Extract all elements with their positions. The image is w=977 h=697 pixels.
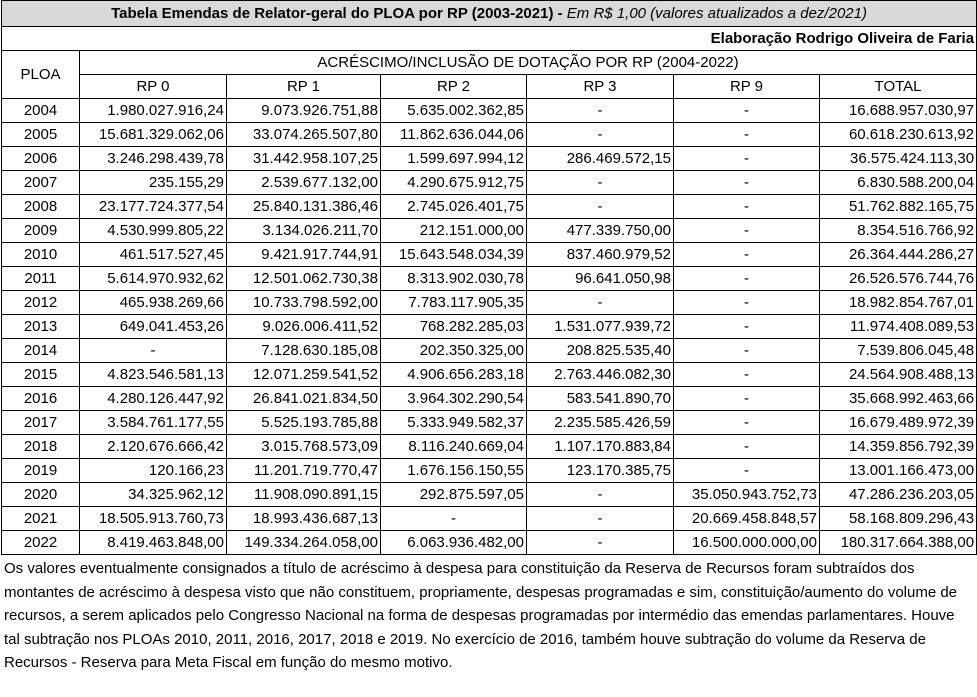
cell-rp9: 20.669.458.848,57: [674, 507, 820, 531]
cell-rp2: 5.635.002.362,85: [381, 99, 527, 123]
cell-year: 2005: [2, 123, 80, 147]
cell-rp0: 465.938.269,66: [80, 291, 227, 315]
cell-rp9: -: [674, 195, 820, 219]
cell-rp0: 34.325.962,12: [80, 483, 227, 507]
cell-rp0: 8.419.463.848,00: [80, 531, 227, 555]
cell-rp3: -: [527, 195, 674, 219]
cell-rp1: 12.501.062.730,38: [227, 267, 381, 291]
cell-rp0: 1.980.027.916,24: [80, 99, 227, 123]
cell-total: 36.575.424.113,30: [820, 147, 977, 171]
cell-rp9: -: [674, 435, 820, 459]
cell-rp9: 35.050.943.752,73: [674, 483, 820, 507]
cell-rp0: 4.280.126.447,92: [80, 387, 227, 411]
cell-rp3: -: [527, 99, 674, 123]
table-row: [2, 123, 977, 147]
cell-total: 14.359.856.792,39: [820, 435, 977, 459]
table-row: [2, 219, 977, 243]
cell-rp1: 33.074.265.507,80: [227, 123, 381, 147]
cell-rp9: -: [674, 291, 820, 315]
cell-rp3: 477.339.750,00: [527, 219, 674, 243]
cell-total: 16.688.957.030,97: [820, 99, 977, 123]
table-row: [2, 195, 977, 219]
cell-total: 47.286.236.203,05: [820, 483, 977, 507]
cell-rp1: 12.071.259.541,52: [227, 363, 381, 387]
cell-rp0: 4.823.546.581,13: [80, 363, 227, 387]
cell-rp3: 286.469.572,15: [527, 147, 674, 171]
footnote: Os valores eventualmente consignados a título de acréscimo à despesa para constituição da Reserva de Recursos foram subtraídos dos montantes de acréscimo à despesa visto que não constituem, propriamente, despesas programadas e sim, constituição/aumento do volume de recursos, a serem aplicados pelo Congresso Nacional na forma de despesas programadas por intermédio das emendas parlamentares. Houve tal subtração nos PLOAs 2010, 2011, 2016, 2017, 2018 e 2019. No exercício de 2016, também houve subtração do volume da Reserva de Recursos - Reserva para Meta Fiscal em função do mesmo motivo.: [4, 560, 958, 671]
cell-rp0: -: [80, 339, 227, 363]
cell-rp3: 2.235.585.426,59: [527, 411, 674, 435]
cell-total: 16.679.489.972,39: [820, 411, 977, 435]
cell-rp2: -: [381, 507, 527, 531]
cell-year: 2014: [2, 339, 80, 363]
cell-rp0: 3.246.298.439,78: [80, 147, 227, 171]
cell-rp1: 10.733.798.592,00: [227, 291, 381, 315]
cell-rp1: 3.015.768.573,09: [227, 435, 381, 459]
cell-rp9: 16.500.000.000,00: [674, 531, 820, 555]
cell-rp9: -: [674, 387, 820, 411]
cell-total: 13.001.166.473,00: [820, 459, 977, 483]
table-row: [2, 315, 977, 339]
cell-rp1: 11.908.090.891,15: [227, 483, 381, 507]
table-row: [2, 147, 977, 171]
cell-rp0: 18.505.913.760,73: [80, 507, 227, 531]
cell-year: 2011: [2, 267, 80, 291]
ploa-header: PLOA: [2, 51, 80, 99]
cell-rp0: 2.120.676.666,42: [80, 435, 227, 459]
column-header-rp2: RP 2: [381, 75, 527, 99]
cell-rp3: 208.825.535,40: [527, 339, 674, 363]
table-row: [2, 531, 977, 555]
cell-rp2: 8.313.902.030,78: [381, 267, 527, 291]
cell-rp3: -: [527, 483, 674, 507]
table-title: [2, 1, 977, 27]
cell-rp0: 3.584.761.177,55: [80, 411, 227, 435]
cell-rp1: 2.539.677.132,00: [227, 171, 381, 195]
cell-rp9: -: [674, 339, 820, 363]
cell-rp9: -: [674, 171, 820, 195]
cell-rp0: 649.041.453,26: [80, 315, 227, 339]
cell-year: 2009: [2, 219, 80, 243]
cell-rp2: 8.116.240.669,04: [381, 435, 527, 459]
cell-rp3: 123.170.385,75: [527, 459, 674, 483]
table-row: [2, 459, 977, 483]
cell-rp0: 15.681.329.062,06: [80, 123, 227, 147]
cell-rp0: 5.614.970.932,62: [80, 267, 227, 291]
cell-rp1: 18.993.436.687,13: [227, 507, 381, 531]
cell-rp1: 9.421.917.744,91: [227, 243, 381, 267]
cell-rp3: 1.107.170.883,84: [527, 435, 674, 459]
cell-rp2: 4.906.656.283,18: [381, 363, 527, 387]
cell-rp9: -: [674, 219, 820, 243]
author-row: [2, 27, 977, 51]
cell-rp1: 9.073.926.751,88: [227, 99, 381, 123]
table-row: [2, 291, 977, 315]
cell-rp3: -: [527, 291, 674, 315]
cell-rp9: -: [674, 147, 820, 171]
cell-rp3: 96.641.050,98: [527, 267, 674, 291]
column-header-rp0: RP 0: [80, 75, 227, 99]
cell-rp1: 11.201.719.770,47: [227, 459, 381, 483]
table-row: [2, 267, 977, 291]
cell-rp1: 31.442.958.107,25: [227, 147, 381, 171]
cell-rp2: 4.290.675.912,75: [381, 171, 527, 195]
table-row: [2, 507, 977, 531]
cell-total: 24.564.908.488,13: [820, 363, 977, 387]
cell-rp1: 3.134.026.211,70: [227, 219, 381, 243]
group-header: ACRÉSCIMO/INCLUSÃO DE DOTAÇÃO POR RP (2004-2022): [80, 51, 977, 75]
cell-rp3: -: [527, 123, 674, 147]
cell-rp0: 461.517.527,45: [80, 243, 227, 267]
cell-total: 26.364.444.286,27: [820, 243, 977, 267]
cell-rp2: 292.875.597,05: [381, 483, 527, 507]
cell-total: 11.974.408.089,53: [820, 315, 977, 339]
cell-total: 7.539.806.045,48: [820, 339, 977, 363]
cell-rp2: 2.745.026.401,75: [381, 195, 527, 219]
cell-rp0: 120.166,23: [80, 459, 227, 483]
table-row: [2, 99, 977, 123]
cell-year: 2007: [2, 171, 80, 195]
cell-rp2: 11.862.636.044,06: [381, 123, 527, 147]
cell-rp0: 235.155,29: [80, 171, 227, 195]
cell-rp9: -: [674, 363, 820, 387]
cell-rp9: -: [674, 99, 820, 123]
cell-rp1: 25.840.131.386,46: [227, 195, 381, 219]
cell-rp3: -: [527, 507, 674, 531]
cell-rp9: -: [674, 123, 820, 147]
cell-rp2: 768.282.285,03: [381, 315, 527, 339]
cell-year: 2013: [2, 315, 80, 339]
cell-rp2: 1.599.697.994,12: [381, 147, 527, 171]
cell-rp2: 7.783.117.905,35: [381, 291, 527, 315]
table-row: [2, 171, 977, 195]
cell-year: 2015: [2, 363, 80, 387]
table-row: [2, 243, 977, 267]
cell-total: 180.317.664.388,00: [820, 531, 977, 555]
emendas-table: [1, 0, 977, 555]
author-credit: Elaboração Rodrigo Oliveira de Faria: [2, 27, 977, 51]
cell-rp2: 202.350.325,00: [381, 339, 527, 363]
cell-rp0: 4.530.999.805,22: [80, 219, 227, 243]
title-bold: Tabela Emendas de Relator-geral do PLOA por RP (2003-2021) -: [111, 5, 563, 22]
column-header-total: TOTAL: [820, 75, 977, 99]
cell-rp2: 1.676.156.150,55: [381, 459, 527, 483]
cell-year: 2017: [2, 411, 80, 435]
cell-rp9: -: [674, 459, 820, 483]
cell-rp1: 26.841.021.834,50: [227, 387, 381, 411]
table-row: [2, 483, 977, 507]
table-row: [2, 411, 977, 435]
cell-year: 2021: [2, 507, 80, 531]
cell-year: 2018: [2, 435, 80, 459]
cell-rp9: -: [674, 267, 820, 291]
title-italic: Em R$ 1,00 (valores atualizados a dez/2021): [566, 5, 867, 22]
cell-rp3: -: [527, 531, 674, 555]
cell-total: 58.168.809.296,43: [820, 507, 977, 531]
table-row: [2, 387, 977, 411]
cell-total: 26.526.576.744,76: [820, 267, 977, 291]
cell-year: 2012: [2, 291, 80, 315]
cell-year: 2022: [2, 531, 80, 555]
cell-total: 60.618.230.613,92: [820, 123, 977, 147]
title-row: [2, 1, 977, 27]
cell-rp3: 837.460.979,52: [527, 243, 674, 267]
cell-year: 2020: [2, 483, 80, 507]
table-row: [2, 363, 977, 387]
cell-rp2: 6.063.936.482,00: [381, 531, 527, 555]
cell-total: 18.982.854.767,01: [820, 291, 977, 315]
table-row: [2, 339, 977, 363]
cell-rp1: 9.026.006.411,52: [227, 315, 381, 339]
cell-total: 51.762.882.165,75: [820, 195, 977, 219]
cell-rp3: 583.541.890,70: [527, 387, 674, 411]
cell-rp2: 5.333.949.582,37: [381, 411, 527, 435]
header-row-group: [2, 51, 977, 75]
cell-rp1: 5.525.193.785,88: [227, 411, 381, 435]
column-header-rp1: RP 1: [227, 75, 381, 99]
column-header-rp3: RP 3: [527, 75, 674, 99]
cell-rp3: -: [527, 171, 674, 195]
cell-rp2: 15.643.548.034,39: [381, 243, 527, 267]
header-row-columns: [2, 75, 977, 99]
table-row: [2, 435, 977, 459]
cell-rp9: -: [674, 411, 820, 435]
cell-rp0: 23.177.724.377,54: [80, 195, 227, 219]
cell-year: 2006: [2, 147, 80, 171]
cell-rp2: 212.151.000,00: [381, 219, 527, 243]
cell-rp3: 1.531.077.939,72: [527, 315, 674, 339]
cell-rp9: -: [674, 243, 820, 267]
cell-total: 8.354.516.766,92: [820, 219, 977, 243]
cell-year: 2019: [2, 459, 80, 483]
cell-rp9: -: [674, 315, 820, 339]
cell-rp1: 149.334.264.058,00: [227, 531, 381, 555]
cell-year: 2010: [2, 243, 80, 267]
cell-total: 35.668.992.463,66: [820, 387, 977, 411]
cell-total: 6.830.588.200,04: [820, 171, 977, 195]
column-header-rp9: RP 9: [674, 75, 820, 99]
cell-rp3: 2.763.446.082,30: [527, 363, 674, 387]
cell-year: 2008: [2, 195, 80, 219]
cell-rp2: 3.964.302.290,54: [381, 387, 527, 411]
cell-rp1: 7.128.630.185,08: [227, 339, 381, 363]
cell-year: 2016: [2, 387, 80, 411]
cell-year: 2004: [2, 99, 80, 123]
